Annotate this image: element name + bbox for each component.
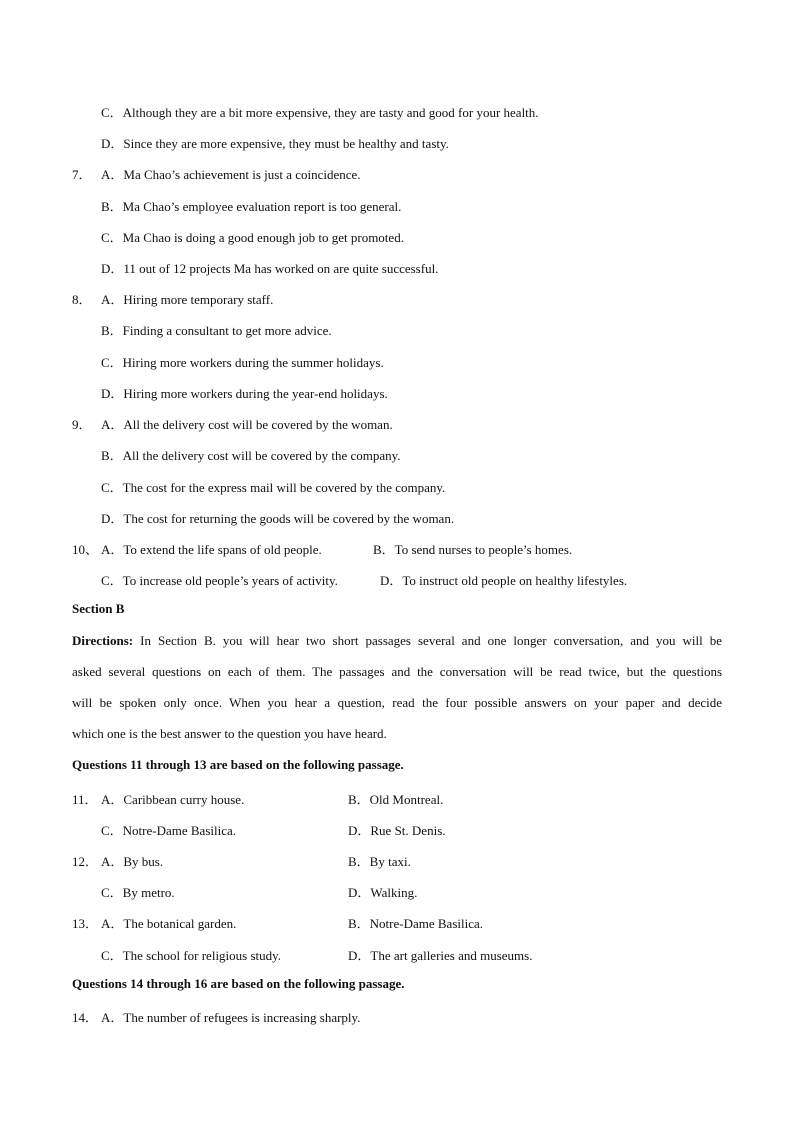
q8-number: 8． bbox=[72, 292, 92, 307]
q12-option-c: C．By metro. bbox=[101, 885, 175, 900]
q14-number: 14． bbox=[72, 1010, 99, 1025]
q7-option-a: A．Ma Chao’s achievement is just a coincidence. bbox=[101, 167, 361, 182]
q7-option-c: C．Ma Chao is doing a good enough job to get promoted. bbox=[101, 230, 404, 245]
q12-option-d: D．Walking. bbox=[348, 885, 418, 900]
group-heading-14-16: Questions 14 through 16 are based on the following passage. bbox=[72, 976, 405, 991]
q8-option-b: B．Finding a consultant to get more advice. bbox=[101, 323, 332, 338]
q6-option-d: D．Since they are more expensive, they must be healthy and tasty. bbox=[101, 136, 449, 151]
q9-option-d: D．The cost for returning the goods will be covered by the woman. bbox=[101, 511, 455, 526]
directions-line-2: asked several questions on each of them. The passages and the conversation will be read twice, but the questions bbox=[72, 664, 722, 679]
q9-option-a: A．All the delivery cost will be covered by the woman. bbox=[101, 417, 393, 432]
q11-option-b: B．Old Montreal. bbox=[348, 792, 444, 807]
q11-option-d: D．Rue St. Denis. bbox=[348, 823, 446, 838]
q6-option-c: C．Although they are a bit more expensive, they are tasty and good for your health. bbox=[101, 105, 539, 120]
q13-option-c: C．The school for religious study. bbox=[101, 948, 282, 963]
q13-option-b: B．Notre-Dame Basilica. bbox=[348, 916, 484, 931]
q11-option-a: A．Caribbean curry house. bbox=[101, 792, 245, 807]
q8-option-c: C．Hiring more workers during the summer holidays. bbox=[101, 355, 384, 370]
q11-number: 11． bbox=[72, 792, 98, 807]
q12-option-a: A．By bus. bbox=[101, 854, 164, 869]
q9-number: 9． bbox=[72, 417, 92, 432]
q9-option-b: B．All the delivery cost will be covered by the company. bbox=[101, 448, 401, 463]
q10-option-c: C．To increase old people’s years of activity. bbox=[101, 573, 338, 588]
q12-number: 12． bbox=[72, 854, 99, 869]
q10-option-a: A．To extend the life spans of old people. bbox=[101, 542, 322, 557]
directions-line-3: will be spoken only once. When you hear a question, read the four possible answers on your paper and decide bbox=[72, 695, 722, 710]
q13-option-d: D．The art galleries and museums. bbox=[348, 948, 533, 963]
section-b-title: Section B bbox=[72, 601, 125, 616]
directions-line-1 bbox=[72, 633, 722, 649]
q8-option-d: D．Hiring more workers during the year-end holidays. bbox=[101, 386, 388, 401]
q8-option-a: A．Hiring more temporary staff. bbox=[101, 292, 274, 307]
q7-option-d: D．11 out of 12 projects Ma has worked on are quite successful. bbox=[101, 261, 439, 276]
q10-option-d: D．To instruct old people on healthy lifestyles. bbox=[380, 573, 628, 588]
q13-number: 13． bbox=[72, 916, 99, 931]
directions-text-1: In Section B. you will hear two short passages several and one longer conversation, and you will be bbox=[140, 633, 723, 648]
q10-option-b: B．To send nurses to people’s homes. bbox=[373, 542, 573, 557]
q10-number: 10、 bbox=[72, 542, 99, 557]
q11-option-c: C．Notre-Dame Basilica. bbox=[101, 823, 237, 838]
q7-option-b: B．Ma Chao’s employee evaluation report is too general. bbox=[101, 199, 402, 214]
group-heading-11-13: Questions 11 through 13 are based on the following passage. bbox=[72, 757, 404, 772]
q9-option-c: C．The cost for the express mail will be covered by the company. bbox=[101, 480, 446, 495]
directions-line-4: which one is the best answer to the question you have heard. bbox=[72, 726, 387, 741]
q12-option-b: B．By taxi. bbox=[348, 854, 411, 869]
q7-number: 7． bbox=[72, 167, 92, 182]
directions-label: Directions: bbox=[72, 633, 134, 648]
q13-option-a: A．The botanical garden. bbox=[101, 916, 237, 931]
q14-option-a: A．The number of refugees is increasing sharply. bbox=[101, 1010, 361, 1025]
